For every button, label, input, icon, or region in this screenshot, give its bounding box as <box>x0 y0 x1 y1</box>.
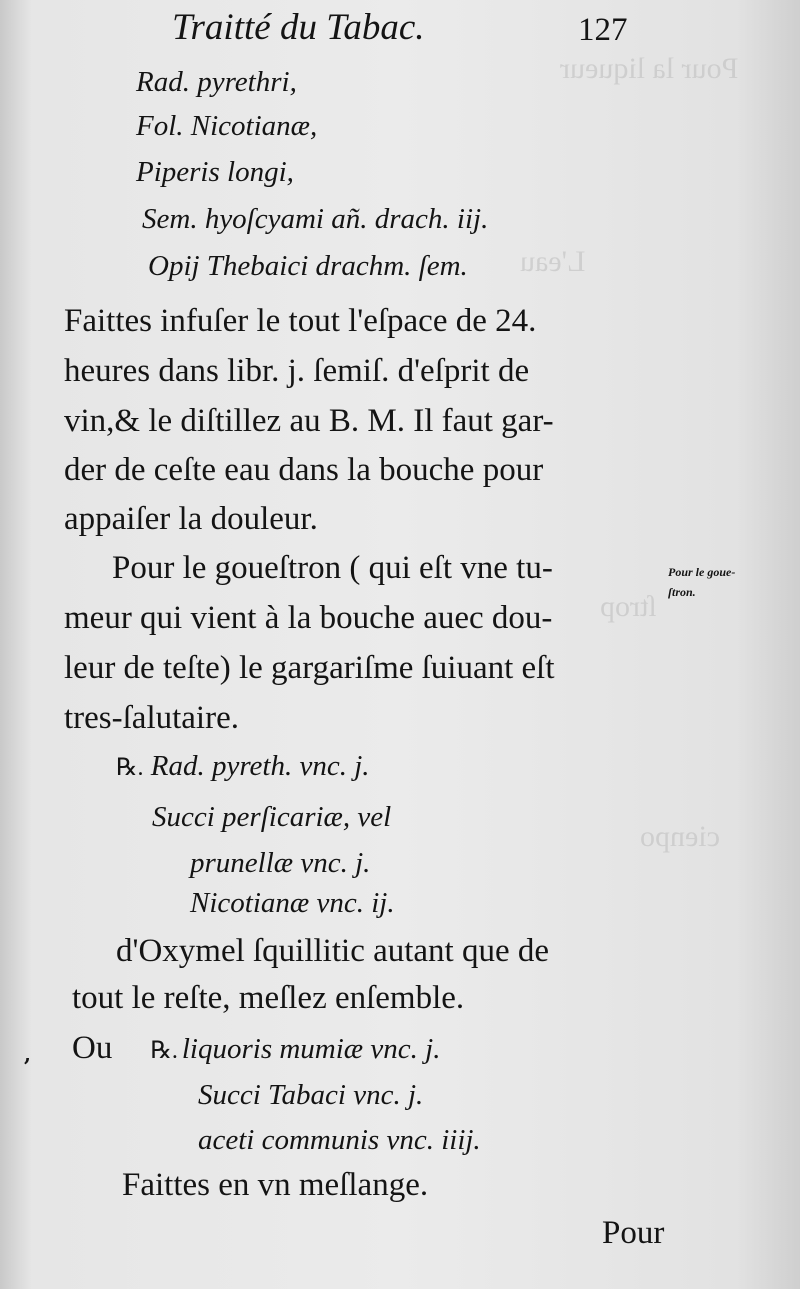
bleed-through-text: ſtrop <box>600 590 657 623</box>
margin-note-line: ſtron. <box>668 585 696 599</box>
text-line: tres-ſalutaire. <box>64 700 239 736</box>
ou-word: Ou <box>72 1030 113 1066</box>
catchword: Pour <box>602 1215 665 1251</box>
text-line: heures dans libr. j. ſemiſ. d'eſprit de <box>64 353 530 389</box>
margin-note-line: Pour le goue- <box>668 565 736 579</box>
text-line: vin,& le diſtillez au B. M. Il faut gar- <box>64 403 554 439</box>
margin-note <box>668 562 735 602</box>
text-line: Faittes infuſer le tout l'eſpace de 24. <box>64 303 537 339</box>
text-line: meur qui vient à la bouche auec dou- <box>64 600 553 636</box>
text-line: d'Oxymel ſquillitic autant que de <box>116 933 550 969</box>
text-line: der de ceſte eau dans la bouche pour <box>64 452 544 488</box>
recipe-line: Succi perſicariæ, vel <box>152 801 392 833</box>
recipe-symbol: ℞. <box>150 1038 178 1064</box>
recipe-line: prunellæ vnc. j. <box>190 847 371 879</box>
recipe-line <box>72 1030 440 1067</box>
recipe-line: Opij Thebaici drachm. ſem. <box>148 250 468 282</box>
recipe-line: aceti communis vnc. iiij. <box>198 1124 481 1156</box>
recipe-line: Fol. Nicotianæ, <box>136 110 318 142</box>
ink-mark: , <box>24 1042 31 1066</box>
text-line: tout le reſte, meſlez enſemble. <box>72 980 465 1016</box>
bleed-through-text: L'eau <box>520 245 586 278</box>
bleed-through-text: Pour la liqueur <box>560 52 739 85</box>
text-line: appaiſer la douleur. <box>64 501 318 537</box>
text-line: Pour le goueſtron ( qui eſt vne tu- <box>112 550 553 586</box>
recipe-line: Rad. pyrethri, <box>136 66 297 98</box>
running-title: Traitté du Tabac. <box>172 7 425 48</box>
recipe-symbol: ℞. <box>116 755 144 781</box>
recipe-line-text: liquoris mumiæ vnc. j. <box>181 1033 441 1065</box>
text-line: Faittes en vn meſlange. <box>122 1167 429 1203</box>
recipe-line: Sem. hyoſcyami añ. drach. iij. <box>142 203 489 235</box>
recipe-line: Nicotianæ vnc. ij. <box>190 887 395 919</box>
bleed-through-text: cienpo <box>640 820 720 853</box>
page-number: 127 <box>578 12 628 48</box>
recipe-line <box>116 750 370 783</box>
recipe-line: Succi Tabaci vnc. j. <box>198 1079 424 1111</box>
recipe-line: Piperis longi, <box>136 156 294 188</box>
text-line: leur de teſte) le gargariſme ſuiuant eſt <box>64 650 555 686</box>
recipe-line-text: Rad. pyreth. vnc. j. <box>150 750 370 782</box>
